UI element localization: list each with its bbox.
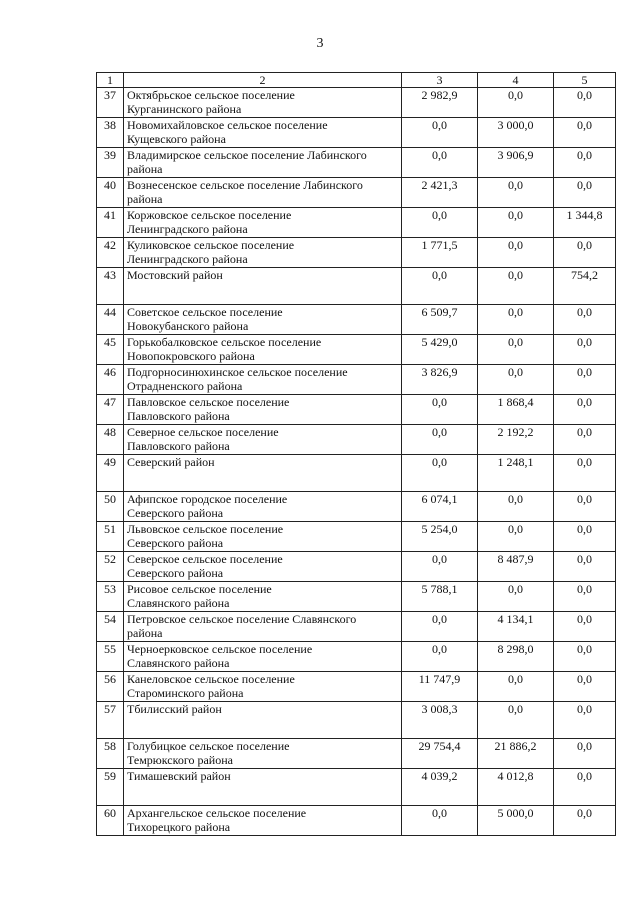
value-col-4: 5 000,0: [478, 806, 554, 836]
row-number: 47: [97, 395, 124, 425]
value-col-5: 0,0: [554, 455, 616, 492]
value-col-5: 0,0: [554, 612, 616, 642]
value-col-3: 3 826,9: [402, 365, 478, 395]
row-number: 38: [97, 118, 124, 148]
value-col-3: 4 039,2: [402, 769, 478, 806]
allocation-table: [96, 72, 616, 836]
municipality-name-line-1: Северский район: [127, 455, 215, 469]
value-col-5: 0,0: [554, 672, 616, 702]
value-col-4: 8 298,0: [478, 642, 554, 672]
municipality-name-line-1: Советское сельское поселение: [127, 305, 283, 319]
value-col-5: 0,0: [554, 178, 616, 208]
municipality-name-line-1: Канеловское сельское поселение: [127, 672, 295, 686]
table-row: [97, 552, 616, 582]
table-row: [97, 769, 616, 806]
value-col-5: 0,0: [554, 806, 616, 836]
table-row: [97, 522, 616, 552]
row-number: 50: [97, 492, 124, 522]
table-row: [97, 365, 616, 395]
value-col-3: 0,0: [402, 118, 478, 148]
row-number: 59: [97, 769, 124, 806]
municipality-name-line-2: Курганинского района: [127, 102, 242, 116]
value-col-4: 0,0: [478, 672, 554, 702]
municipality-name-line-2: района: [127, 192, 163, 206]
municipality-name: [124, 118, 402, 148]
value-col-4: 0,0: [478, 582, 554, 612]
municipality-name-line-1: Голубицкое сельское поселение: [127, 739, 290, 753]
value-col-3: 0,0: [402, 425, 478, 455]
value-col-5: 0,0: [554, 305, 616, 335]
row-number: 41: [97, 208, 124, 238]
value-col-4: 1 248,1: [478, 455, 554, 492]
table-row: [97, 582, 616, 612]
municipality-name-line-1: Мостовский район: [127, 268, 223, 282]
municipality-name-line-2: Ленинградского района: [127, 222, 248, 236]
value-col-3: 0,0: [402, 552, 478, 582]
municipality-name: [124, 208, 402, 238]
municipality-name: [124, 642, 402, 672]
municipality-name-line-2: Староминского района: [127, 686, 244, 700]
table-row: [97, 238, 616, 268]
municipality-name: [124, 425, 402, 455]
table-row: [97, 672, 616, 702]
municipality-name-line-1: Афипское городское поселение: [127, 492, 288, 506]
municipality-name-line-2: Северского района: [127, 566, 224, 580]
row-number: 56: [97, 672, 124, 702]
table-header-row: [97, 73, 616, 88]
row-number: 57: [97, 702, 124, 739]
table-row: [97, 148, 616, 178]
value-col-3: 5 254,0: [402, 522, 478, 552]
municipality-name-line-2: Тихорецкого района: [127, 820, 231, 834]
value-col-4: 2 192,2: [478, 425, 554, 455]
value-col-3: 0,0: [402, 268, 478, 305]
municipality-name-line-1: Северное сельское поселение: [127, 425, 279, 439]
value-col-4: 0,0: [478, 88, 554, 118]
municipality-name: [124, 769, 402, 806]
value-col-5: 0,0: [554, 582, 616, 612]
municipality-name: [124, 88, 402, 118]
municipality-name-line-1: Львовское сельское поселение: [127, 522, 284, 536]
value-col-4: 1 868,4: [478, 395, 554, 425]
municipality-name-line-2: района: [127, 626, 163, 640]
municipality-name-line-1: Владимирское сельское поселение Лабинского: [127, 148, 367, 162]
value-col-5: 0,0: [554, 492, 616, 522]
value-col-4: 3 000,0: [478, 118, 554, 148]
row-number: 46: [97, 365, 124, 395]
value-col-4: 0,0: [478, 208, 554, 238]
municipality-name: [124, 335, 402, 365]
municipality-name: [124, 612, 402, 642]
municipality-name: [124, 268, 402, 305]
municipality-name: [124, 238, 402, 268]
municipality-name-line-2: Славянского района: [127, 656, 230, 670]
municipality-name-line-2: Темрюкского района: [127, 753, 233, 767]
value-col-3: 6 509,7: [402, 305, 478, 335]
value-col-4: 0,0: [478, 268, 554, 305]
municipality-name-line-1: Тбилисский район: [127, 702, 222, 716]
municipality-name: [124, 582, 402, 612]
value-col-5: 0,0: [554, 118, 616, 148]
municipality-name-line-1: Архангельское сельское поселение: [127, 806, 307, 820]
table-row: [97, 88, 616, 118]
row-number: 51: [97, 522, 124, 552]
value-col-5: 0,0: [554, 88, 616, 118]
value-col-4: 3 906,9: [478, 148, 554, 178]
municipality-name: [124, 522, 402, 552]
table-row: [97, 268, 616, 305]
municipality-name: [124, 395, 402, 425]
municipality-name-line-1: Горькобалковское сельское поселение: [127, 335, 322, 349]
municipality-name-line-2: Кущевского района: [127, 132, 226, 146]
header-col-2: 2: [124, 73, 402, 88]
value-col-3: 6 074,1: [402, 492, 478, 522]
value-col-5: 0,0: [554, 769, 616, 806]
row-number: 54: [97, 612, 124, 642]
municipality-name-line-1: Куликовское сельское поселение: [127, 238, 295, 252]
value-col-5: 0,0: [554, 702, 616, 739]
table-row: [97, 178, 616, 208]
municipality-name-line-2: Павловского района: [127, 409, 230, 423]
value-col-4: 4 134,1: [478, 612, 554, 642]
value-col-3: 0,0: [402, 642, 478, 672]
municipality-name-line-2: Отрадненского района: [127, 379, 243, 393]
municipality-name-line-2: Новопокровского района: [127, 349, 255, 363]
row-number: 53: [97, 582, 124, 612]
row-number: 42: [97, 238, 124, 268]
value-col-5: 0,0: [554, 425, 616, 455]
value-col-4: 0,0: [478, 238, 554, 268]
municipality-name-line-1: Новомихайловское сельское поселение: [127, 118, 328, 132]
value-col-5: 0,0: [554, 739, 616, 769]
value-col-4: 0,0: [478, 522, 554, 552]
row-number: 48: [97, 425, 124, 455]
value-col-3: 2 421,3: [402, 178, 478, 208]
value-col-3: 0,0: [402, 148, 478, 178]
value-col-5: 1 344,8: [554, 208, 616, 238]
municipality-name-line-2: района: [127, 162, 163, 176]
table-row: [97, 455, 616, 492]
table-row: [97, 425, 616, 455]
table-row: [97, 335, 616, 365]
table-row: [97, 118, 616, 148]
municipality-name: [124, 365, 402, 395]
value-col-3: 1 771,5: [402, 238, 478, 268]
municipality-name: [124, 672, 402, 702]
municipality-name: [124, 552, 402, 582]
municipality-name-line-1: Черноерковское сельское поселение: [127, 642, 313, 656]
municipality-name-line-2: Славянского района: [127, 596, 230, 610]
value-col-4: 4 012,8: [478, 769, 554, 806]
value-col-4: 0,0: [478, 702, 554, 739]
value-col-3: 0,0: [402, 395, 478, 425]
table-row: [97, 806, 616, 836]
municipality-name-line-1: Рисовое сельское поселение: [127, 582, 272, 596]
municipality-name-line-1: Вознесенское сельское поселение Лабинского: [127, 178, 363, 192]
value-col-3: 3 008,3: [402, 702, 478, 739]
header-col-5: 5: [554, 73, 616, 88]
value-col-5: 0,0: [554, 365, 616, 395]
municipality-name-line-1: Павловское сельское поселение: [127, 395, 290, 409]
value-col-3: 0,0: [402, 612, 478, 642]
value-col-5: 0,0: [554, 642, 616, 672]
value-col-5: 0,0: [554, 522, 616, 552]
municipality-name: [124, 455, 402, 492]
value-col-4: 0,0: [478, 305, 554, 335]
value-col-3: 5 788,1: [402, 582, 478, 612]
municipality-name-line-1: Октябрьское сельское поселение: [127, 88, 295, 102]
table-row: [97, 612, 616, 642]
row-number: 60: [97, 806, 124, 836]
municipality-name-line-2: Северского района: [127, 536, 224, 550]
value-col-5: 0,0: [554, 395, 616, 425]
municipality-name: [124, 806, 402, 836]
header-col-1: 1: [97, 73, 124, 88]
value-col-3: 0,0: [402, 806, 478, 836]
row-number: 44: [97, 305, 124, 335]
municipality-name: [124, 739, 402, 769]
municipality-name: [124, 492, 402, 522]
value-col-4: 21 886,2: [478, 739, 554, 769]
value-col-4: 0,0: [478, 178, 554, 208]
row-number: 43: [97, 268, 124, 305]
table-row: [97, 395, 616, 425]
municipality-name: [124, 178, 402, 208]
value-col-5: 0,0: [554, 552, 616, 582]
header-col-3: 3: [402, 73, 478, 88]
value-col-4: 8 487,9: [478, 552, 554, 582]
row-number: 49: [97, 455, 124, 492]
table-row: [97, 739, 616, 769]
value-col-5: 0,0: [554, 335, 616, 365]
row-number: 52: [97, 552, 124, 582]
row-number: 37: [97, 88, 124, 118]
municipality-name-line-1: Тимашевский район: [127, 769, 231, 783]
value-col-5: 0,0: [554, 148, 616, 178]
municipality-name-line-1: Коржовское сельское поселение: [127, 208, 292, 222]
value-col-3: 11 747,9: [402, 672, 478, 702]
municipality-name-line-2: Северского района: [127, 506, 224, 520]
page-number: 3: [316, 36, 324, 51]
row-number: 55: [97, 642, 124, 672]
municipality-name: [124, 702, 402, 739]
municipality-name: [124, 305, 402, 335]
table-row: [97, 492, 616, 522]
value-col-3: 0,0: [402, 208, 478, 238]
value-col-3: 29 754,4: [402, 739, 478, 769]
value-col-4: 0,0: [478, 365, 554, 395]
value-col-3: 0,0: [402, 455, 478, 492]
table-row: [97, 642, 616, 672]
municipality-name: [124, 148, 402, 178]
municipality-name-line-2: Новокубанского района: [127, 319, 249, 333]
row-number: 58: [97, 739, 124, 769]
municipality-name-line-1: Подгорносинюхинское сельское поселение: [127, 365, 348, 379]
value-col-4: 0,0: [478, 335, 554, 365]
value-col-3: 2 982,9: [402, 88, 478, 118]
value-col-3: 5 429,0: [402, 335, 478, 365]
municipality-name-line-2: Ленинградского района: [127, 252, 248, 266]
row-number: 40: [97, 178, 124, 208]
table-row: [97, 702, 616, 739]
value-col-5: 754,2: [554, 268, 616, 305]
municipality-name-line-1: Северское сельское поселение: [127, 552, 283, 566]
municipality-name-line-2: Павловского района: [127, 439, 230, 453]
municipality-name-line-1: Петровское сельское поселение Славянского: [127, 612, 357, 626]
header-col-4: 4: [478, 73, 554, 88]
table-row: [97, 305, 616, 335]
row-number: 45: [97, 335, 124, 365]
table-row: [97, 208, 616, 238]
row-number: 39: [97, 148, 124, 178]
value-col-5: 0,0: [554, 238, 616, 268]
value-col-4: 0,0: [478, 492, 554, 522]
